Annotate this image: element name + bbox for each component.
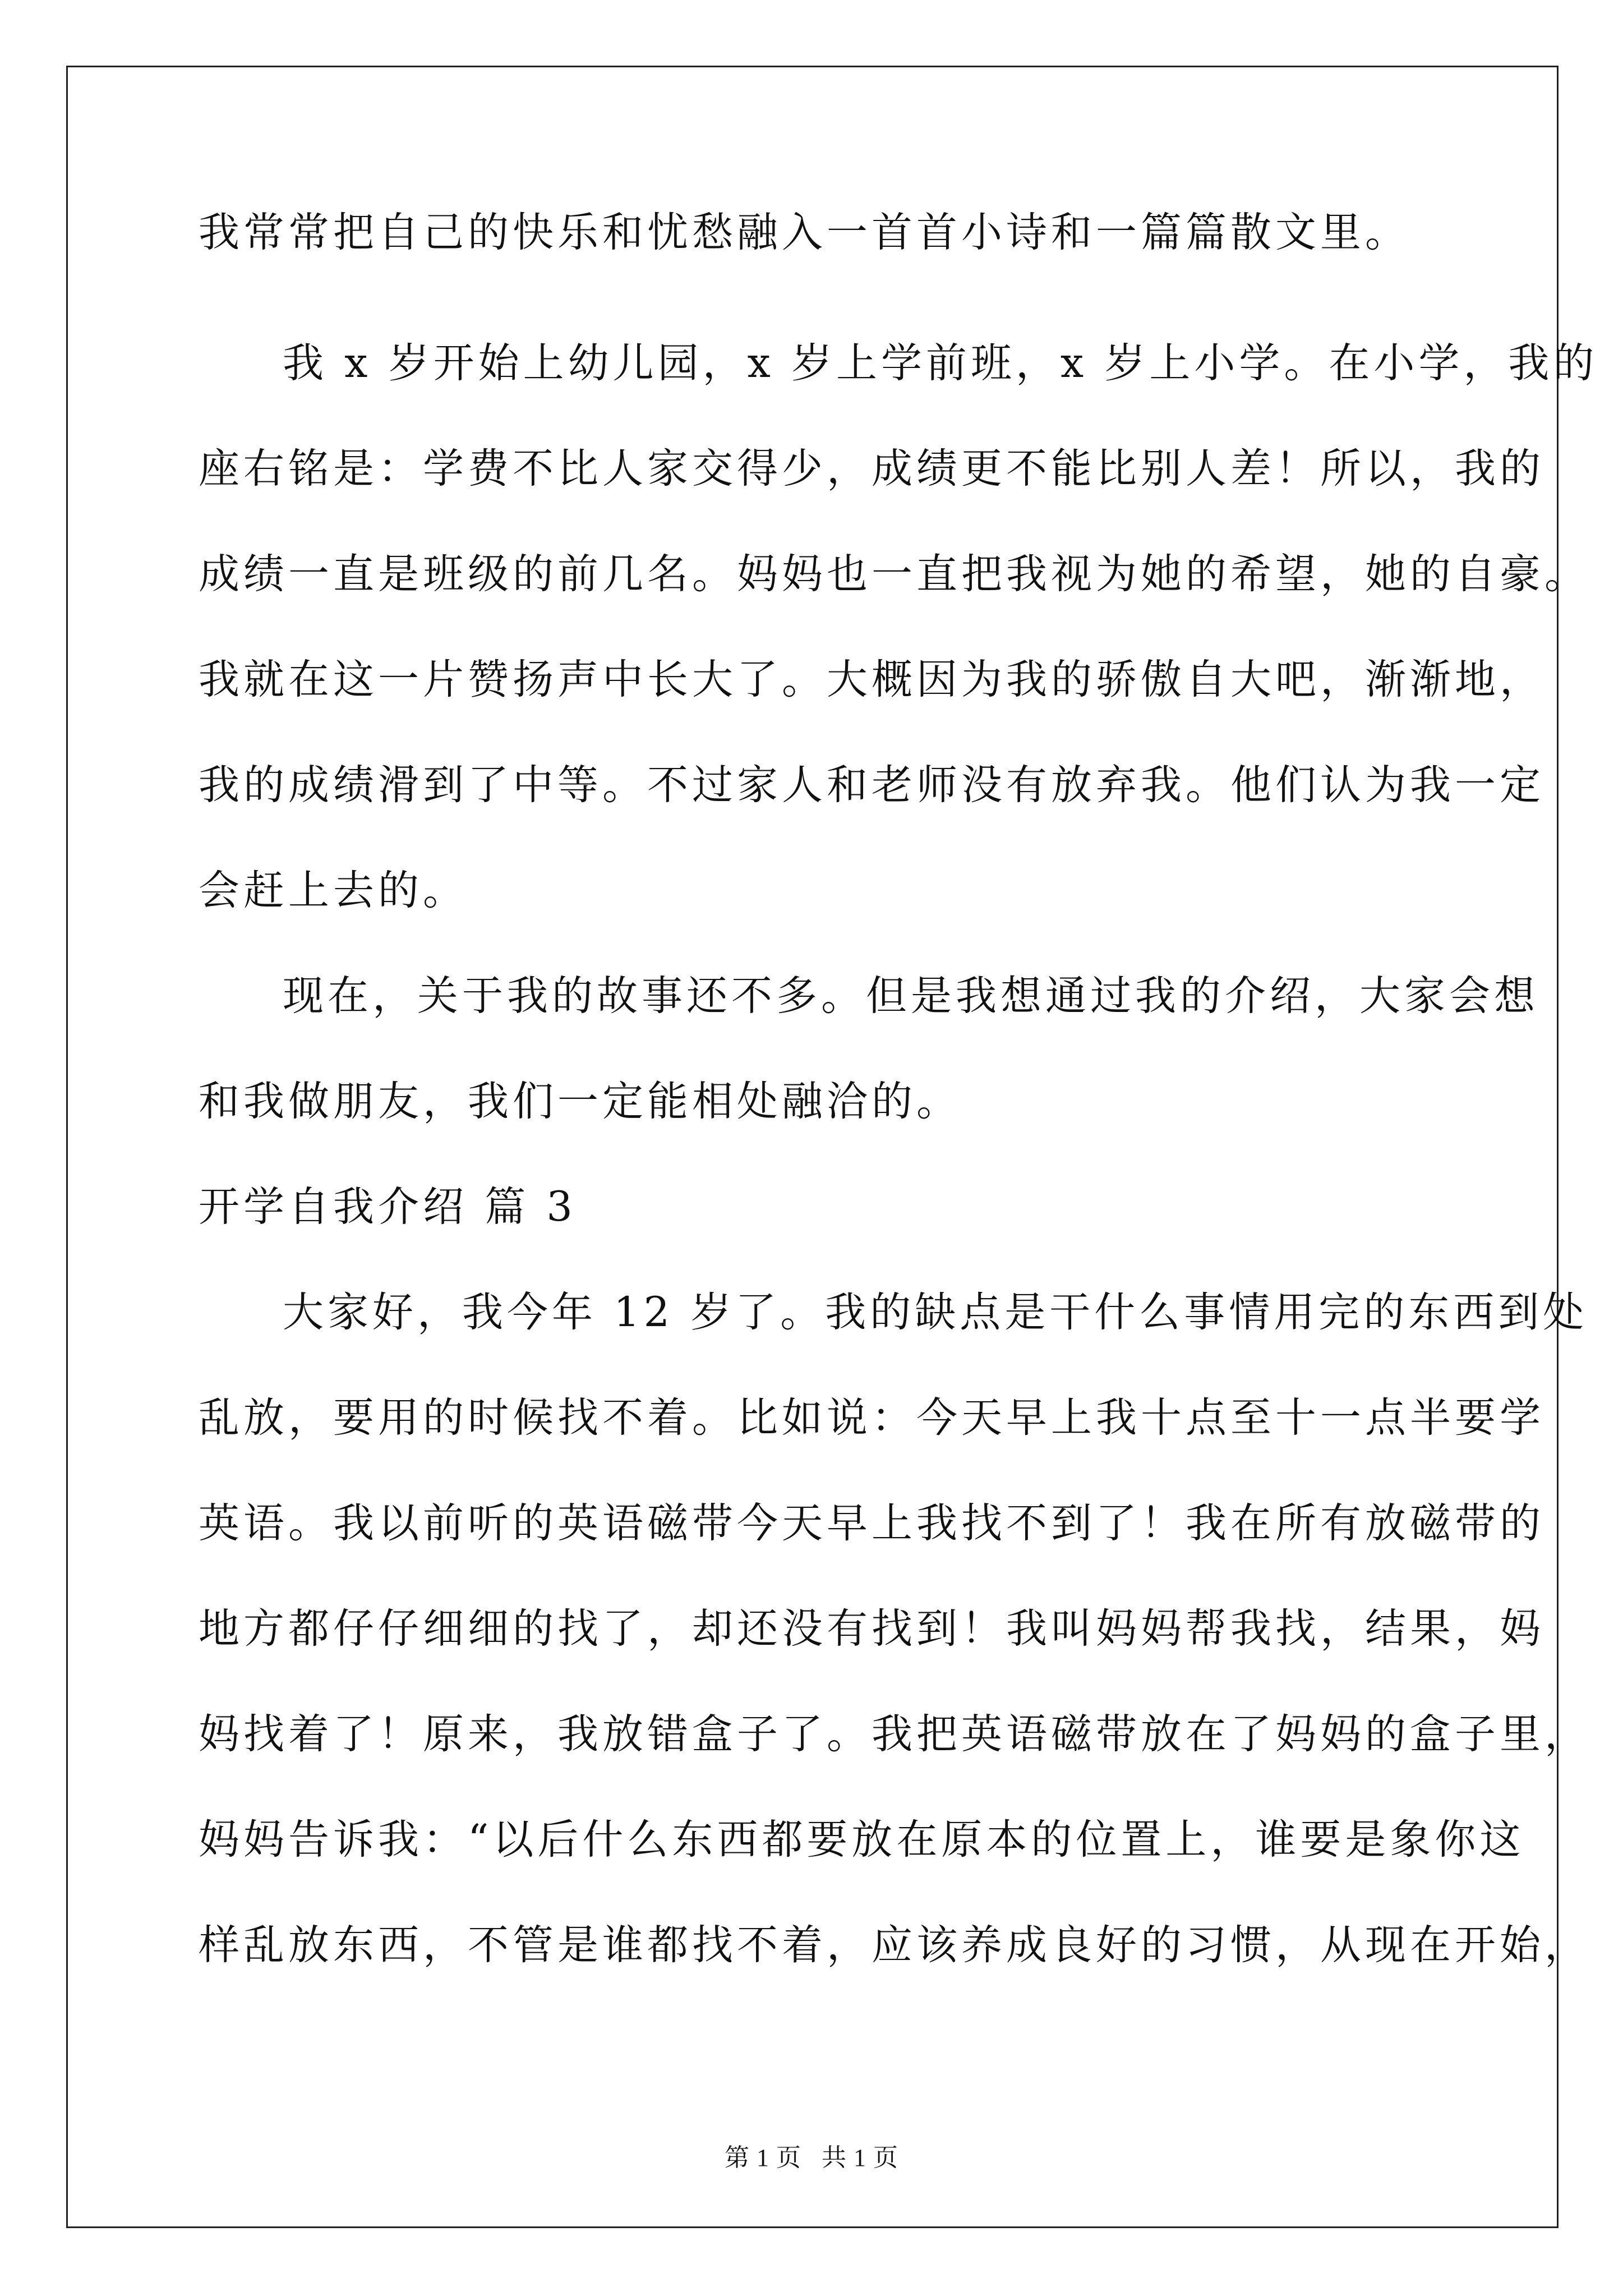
paragraph-line: 座右铭是：学费不比人家交得少，成绩更不能比别人差！所以，我的 (199, 445, 1544, 493)
paragraph-line: 我的成绩滑到了中等。不过家人和老师没有放弃我。他们认为我一定 (199, 761, 1544, 809)
paragraph-line: 现在，关于我的故事还不多。但是我想通过我的介绍，大家会想 (283, 972, 1539, 1020)
paragraph-line: 英语。我以前听的英语磁带今天早上我找不到了！我在所有放磁带的 (199, 1499, 1544, 1547)
paragraph-line: 成绩一直是班级的前几名。妈妈也一直把我视为她的希望，她的自豪。 (199, 550, 1589, 598)
paragraph-line: 样乱放东西，不管是谁都找不着，应该养成良好的习惯，从现在开始， (199, 1921, 1589, 1969)
paragraph-line: 妈妈告诉我：“以后什么东西都要放在原本的位置上，谁要是象你这 (199, 1816, 1525, 1864)
paragraph-line: 妈找着了！原来，我放错盒子了。我把英语磁带放在了妈妈的盒子里， (199, 1710, 1589, 1758)
paragraph-line: 地方都仔仔细细的找了，却还没有找到！我叫妈妈帮我找，结果，妈 (199, 1605, 1544, 1653)
paragraph-line: 会赶上去的。 (199, 867, 468, 914)
paragraph-line: 乱放，要用的时候找不着。比如说：今天早上我十点至十一点半要学 (199, 1394, 1544, 1442)
paragraph-line: 和我做朋友，我们一定能相处融洽的。 (199, 1078, 961, 1125)
page-footer: 第 1 页 共 1 页 (725, 2144, 898, 2171)
paragraph-line: 我常常把自己的快乐和忧愁融入一首首小诗和一篇篇散文里。 (199, 209, 1410, 256)
paragraph-line: 我 x 岁开始上幼儿园，x 岁上学前班，x 岁上小学。在小学，我的 (283, 339, 1598, 387)
page-border (66, 66, 1559, 2228)
paragraph-line: 大家好，我今年 12 岁了。我的缺点是干什么事情用完的东西到处 (283, 1289, 1588, 1336)
paragraph-line: 我就在这一片赞扬声中长大了。大概因为我的骄傲自大吧，渐渐地， (199, 656, 1544, 703)
section-heading: 开学自我介绍 篇 3 (199, 1183, 577, 1231)
